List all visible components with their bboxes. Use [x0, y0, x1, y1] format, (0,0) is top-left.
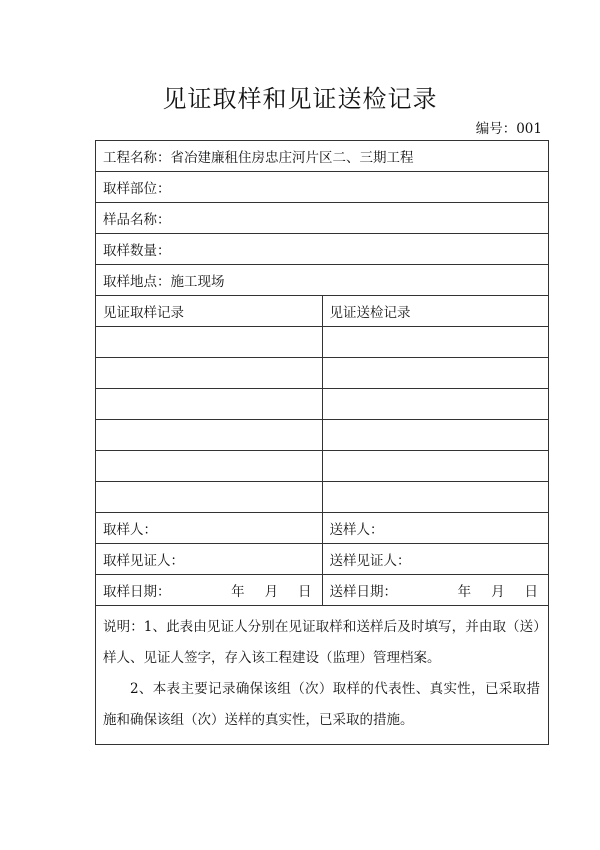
- doc-number-label: 编号：: [475, 121, 517, 137]
- record-form-table: [95, 140, 549, 745]
- sampling-record-cell[interactable]: [96, 451, 323, 482]
- sample-quantity-label: 取样数量：: [103, 243, 171, 259]
- row-sample-quantity: [96, 234, 549, 265]
- notes-paragraph-1: 说明：1、此表由见证人分别在见证取样和送样后及时填写，并由取（送）样人、见证人签字，存入该工程建设（监理）管理档案。: [103, 619, 540, 666]
- notes-paragraph-2: 2、本表主要记录确保该组（次）取样的代表性、真实性，已采取措施和确保该组（次）送样的真实性，已采取的措施。: [103, 681, 540, 728]
- sampling-month-label: 月: [264, 584, 279, 600]
- sender-label: 送样人：: [329, 522, 384, 538]
- sending-witness-label: 送样见证人：: [329, 553, 411, 569]
- witness-sending-header: 见证送检记录: [322, 296, 549, 327]
- sending-date-cell[interactable]: [322, 575, 549, 606]
- sending-record-cell[interactable]: [322, 420, 549, 451]
- row-dates: [96, 575, 549, 606]
- sampling-date-label: 取样日期：: [103, 584, 171, 600]
- table-row: [96, 358, 549, 389]
- row-sampling-site: [96, 265, 549, 296]
- sampling-record-cell[interactable]: [96, 358, 323, 389]
- table-row: [96, 420, 549, 451]
- row-sample-name: [96, 203, 549, 234]
- sending-month-label: 月: [491, 584, 505, 600]
- sending-record-cell[interactable]: [322, 451, 549, 482]
- sampling-record-cell[interactable]: [96, 482, 323, 513]
- sending-day-label: 日: [524, 584, 539, 600]
- sampling-day-label: 日: [298, 584, 312, 600]
- sample-name-label: 样品名称：: [103, 212, 171, 228]
- table-row: [96, 482, 549, 513]
- sampling-site-cell: [96, 265, 549, 296]
- notes-cell: [96, 606, 549, 745]
- project-name-label: 工程名称：: [103, 150, 171, 166]
- sampling-record-cell[interactable]: [96, 389, 323, 420]
- table-row: [96, 327, 549, 358]
- row-signers: [96, 513, 549, 544]
- table-row: [96, 389, 549, 420]
- sampling-year-label: 年: [231, 584, 245, 600]
- sending-witness-cell[interactable]: [322, 544, 549, 575]
- sampling-part-label: 取样部位：: [103, 181, 171, 197]
- sampling-record-cell[interactable]: [96, 327, 323, 358]
- doc-number-value: 001: [516, 121, 542, 137]
- sending-date-label: 送样日期：: [329, 584, 397, 600]
- row-project-name: [96, 141, 549, 172]
- sending-record-cell[interactable]: [322, 389, 549, 420]
- sampling-witness-cell[interactable]: [96, 544, 323, 575]
- sampling-site-value: 施工现场: [170, 274, 225, 290]
- row-witnesses: [96, 544, 549, 575]
- row-column-headers: [96, 296, 549, 327]
- sampling-part-cell: [96, 172, 549, 203]
- table-row: [96, 451, 549, 482]
- sender-cell[interactable]: [322, 513, 549, 544]
- document-number: [476, 117, 542, 137]
- sampling-witness-label: 取样见证人：: [103, 553, 184, 569]
- sampler-cell[interactable]: [96, 513, 323, 544]
- sample-quantity-cell: [96, 234, 549, 265]
- sampling-site-label: 取样地点：: [103, 274, 171, 290]
- sample-name-cell: [96, 203, 549, 234]
- row-notes: [96, 606, 549, 745]
- sending-record-cell[interactable]: [322, 358, 549, 389]
- sending-record-cell[interactable]: [322, 482, 549, 513]
- sampling-date-cell[interactable]: [96, 575, 323, 606]
- page-title: 见证取样和见证送检记录: [162, 85, 438, 113]
- row-sampling-part: [96, 172, 549, 203]
- sampler-label: 取样人：: [103, 522, 157, 538]
- sending-year-label: 年: [457, 584, 472, 600]
- sending-record-cell[interactable]: [322, 327, 549, 358]
- project-name-cell: [96, 141, 549, 172]
- project-name-value: 省冶建廉租住房忠庄河片区二、三期工程: [170, 150, 414, 166]
- sampling-record-cell[interactable]: [96, 420, 323, 451]
- witness-sampling-header: 见证取样记录: [96, 296, 323, 327]
